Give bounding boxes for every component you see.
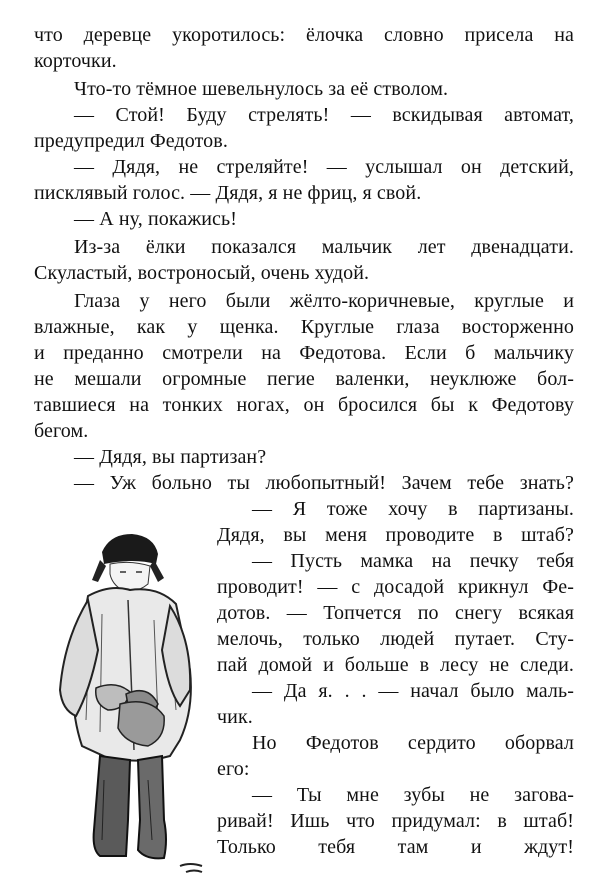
text-line: — Ты мне зубы не загова- xyxy=(252,784,574,806)
text-line: влажные, как у щенка. Круглые глаза восторженно xyxy=(34,316,574,338)
text-line: проводит! — с досадой крикнул Фе- xyxy=(217,576,574,598)
text-line: — Дядя, не стреляйте! — услышал он детский, xyxy=(74,156,574,178)
text-line: Из-за ёлки показался мальчик лет двенадцати. xyxy=(74,236,574,258)
text-line: мелочь, только людей путает. Сту- xyxy=(217,628,574,650)
text-line: Дядя, вы меня проводите в штаб? xyxy=(217,524,574,546)
boy-illustration xyxy=(30,520,220,890)
text-line: дотов. — Топчется по снегу всякая xyxy=(217,602,574,624)
text-line: — Дядя, вы партизан? xyxy=(74,446,267,468)
text-line: Только тебя там и ждут! xyxy=(217,836,574,858)
text-line: предупредил Федотов. xyxy=(34,130,228,152)
text-line: — Стой! Буду стрелять! — вскидывая автомат, xyxy=(74,104,574,126)
text-line: — Пусть мамка на печку тебя xyxy=(252,550,574,572)
text-line: что деревце укоротилось: ёлочка словно присела на xyxy=(34,24,574,46)
text-line: — Да я. . . — начал было маль- xyxy=(252,680,574,702)
text-line: Но Федотов сердито оборвал xyxy=(252,732,574,754)
text-line: и преданно смотрели на Федотова. Если б мальчику xyxy=(34,342,574,364)
text-line: его: xyxy=(217,758,250,780)
text-line: бегом. xyxy=(34,420,89,442)
text-line: чик. xyxy=(217,706,253,728)
text-line: — Уж больно ты любопытный! Зачем тебе знать? xyxy=(74,472,574,494)
text-line: Глаза у него были жёлто-коричневые, круглые и xyxy=(74,290,574,312)
text-line: — А ну, покажись! xyxy=(74,208,238,230)
text-line: пай домой и больше в лесу не следи. xyxy=(217,654,574,676)
text-line: ривай! Ишь что придумал: в штаб! xyxy=(217,810,574,832)
text-line: Скуластый, востроносый, очень худой. xyxy=(34,262,370,284)
text-line: корточки. xyxy=(34,50,117,72)
text-line: не мешали огромные пегие валенки, неуклюже бол- xyxy=(34,368,574,390)
text-line: писклявый голос. — Дядя, я не фриц, я свой. xyxy=(34,182,422,204)
text-line: тавшиеся на тонких ногах, он бросился бы к Федотову xyxy=(34,394,574,416)
text-line: Что-то тёмное шевельнулось за её стволом. xyxy=(74,78,449,100)
text-line: — Я тоже хочу в партизаны. xyxy=(252,498,574,520)
